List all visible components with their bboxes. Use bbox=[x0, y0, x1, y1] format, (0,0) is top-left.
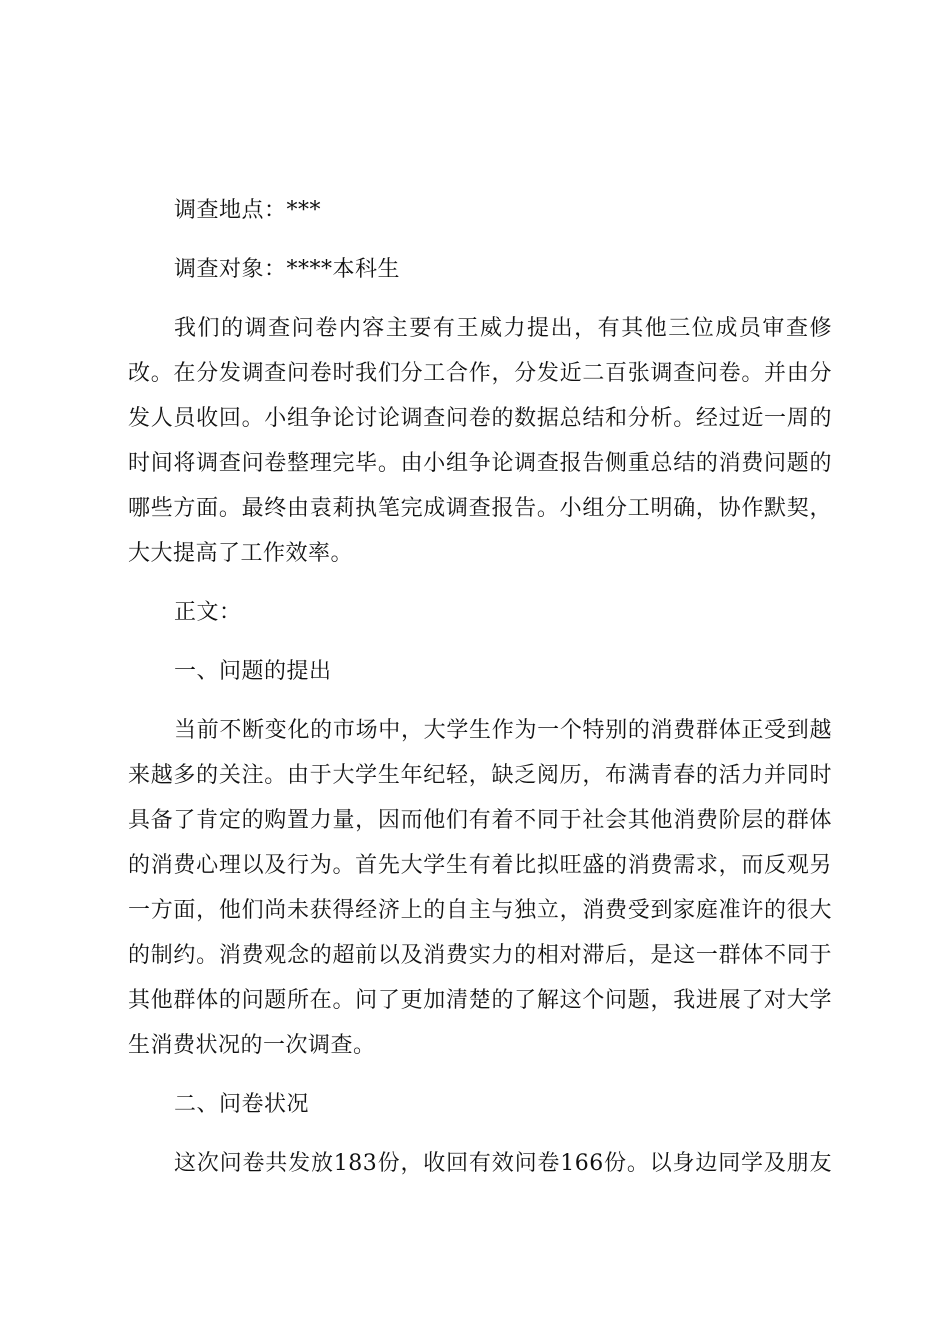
paragraph-line: 的制约。消费观念的超前以及消费实力的相对滞后，是这一群体不同于 bbox=[128, 943, 832, 968]
body-label: 正文： bbox=[174, 600, 242, 625]
paragraph-line: 这次问卷共发放183份，收回有效问卷166份。以身边同学及朋友 bbox=[174, 1151, 832, 1176]
paragraph-line: 哪些方面。最终由袁莉执笔完成调查报告。小组分工明确，协作默契， bbox=[128, 496, 832, 521]
paragraph-section-2 bbox=[128, 1141, 832, 1186]
paragraph-line: 发人员收回。小组争论讨论调查问卷的数据总结和分析。经过近一周的 bbox=[128, 406, 832, 431]
paragraph-intro bbox=[128, 306, 832, 576]
paragraph-line: 的消费心理以及行为。首先大学生有着比拟旺盛的消费需求，而反观另 bbox=[128, 853, 832, 878]
paragraph-line: 来越多的关注。由于大学生年纪轻，缺乏阅历，布满青春的活力并同时 bbox=[128, 763, 832, 788]
paragraph-line: 当前不断变化的市场中，大学生作为一个特别的消费群体正受到越 bbox=[174, 718, 832, 743]
paragraph-line: 改。在分发调查问卷时我们分工合作，分发近二百张调查问卷。并由分 bbox=[128, 361, 832, 386]
paragraph-section-1 bbox=[128, 708, 832, 1068]
paragraph-line: 时间将调查问卷整理完毕。由小组争论调查报告侧重总结的消费问题的 bbox=[128, 451, 832, 476]
section-title-1: 一、问题的提出 bbox=[174, 659, 332, 684]
survey-location: 调查地点：*** bbox=[174, 198, 322, 223]
document-body bbox=[128, 188, 832, 1186]
paragraph-line: 一方面，他们尚未获得经济上的自主与独立，消费受到家庭准许的很大 bbox=[128, 898, 832, 923]
paragraph-line: 我们的调查问卷内容主要有王威力提出，有其他三位成员审查修 bbox=[174, 316, 832, 341]
paragraph-line: 大大提高了工作效率。 bbox=[128, 541, 354, 566]
survey-target: 调查对象：****本科生 bbox=[174, 257, 401, 282]
paragraph-line: 生消费状况的一次调查。 bbox=[128, 1033, 376, 1058]
section-title-2: 二、问卷状况 bbox=[174, 1092, 310, 1117]
paragraph-line: 其他群体的问题所在。问了更加清楚的了解这个问题，我进展了对大学 bbox=[128, 988, 832, 1013]
paragraph-line: 具备了肯定的购置力量，因而他们有着不同于社会其他消费阶层的群体 bbox=[128, 808, 832, 833]
